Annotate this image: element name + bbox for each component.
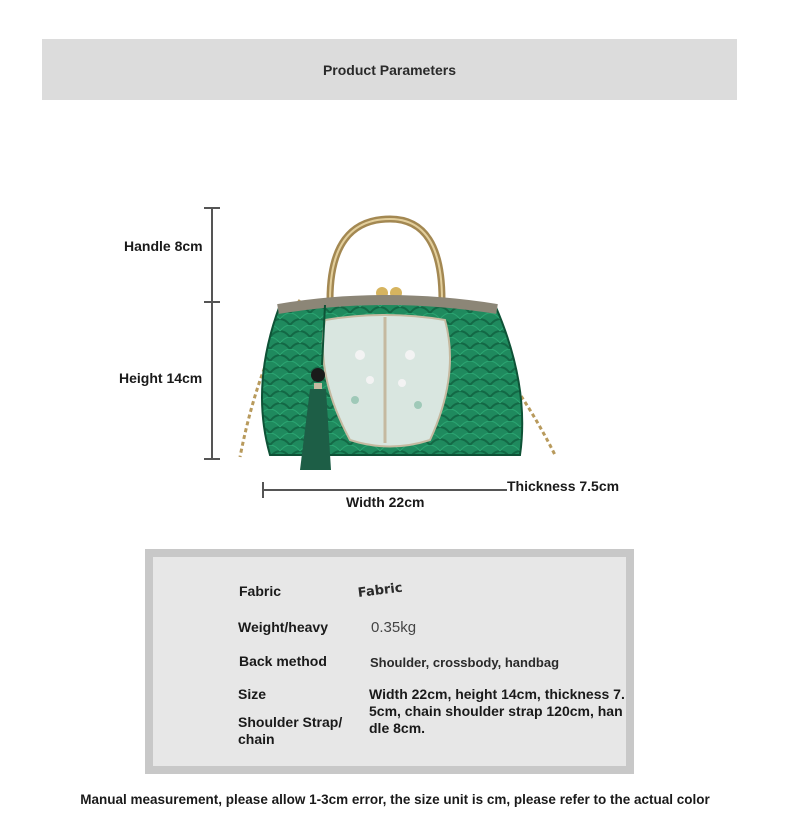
handle-dimension-label: Handle 8cm [124, 238, 203, 254]
strap-label: Shoulder Strap/ chain [238, 714, 343, 747]
page-title: Product Parameters [322, 61, 457, 78]
bottom-tick [204, 458, 220, 460]
header-band [42, 39, 737, 100]
footer-note: Manual measurement, please allow 1-3cm error, the size unit is cm, please refer to the actual color [80, 792, 710, 807]
fabric-value: Fabric [357, 580, 404, 601]
mid-tick [204, 301, 220, 303]
back-method-label: Back method [239, 653, 327, 669]
back-method-value: Shoulder, crossbody, handbag [370, 655, 560, 670]
fabric-label: Fabric [239, 583, 282, 599]
height-dimension-line [211, 207, 213, 459]
width-dimension-line [263, 489, 507, 491]
thickness-dimension-label: Thickness 7.5cm [507, 478, 620, 494]
top-tick [204, 207, 220, 209]
size-label: Size [238, 686, 267, 702]
size-value: Width 22cm, height 14cm, thickness 7.5cm, chain shoulder strap 120cm, handle 8cm. [369, 686, 625, 736]
height-dimension-label: Height 14cm [119, 370, 203, 386]
handbag-image [230, 205, 560, 475]
weight-value: 0.35kg [371, 619, 417, 636]
weight-label: Weight/heavy [238, 619, 328, 635]
width-dimension-label: Width 22cm [346, 494, 425, 510]
width-left-tick [262, 482, 264, 498]
